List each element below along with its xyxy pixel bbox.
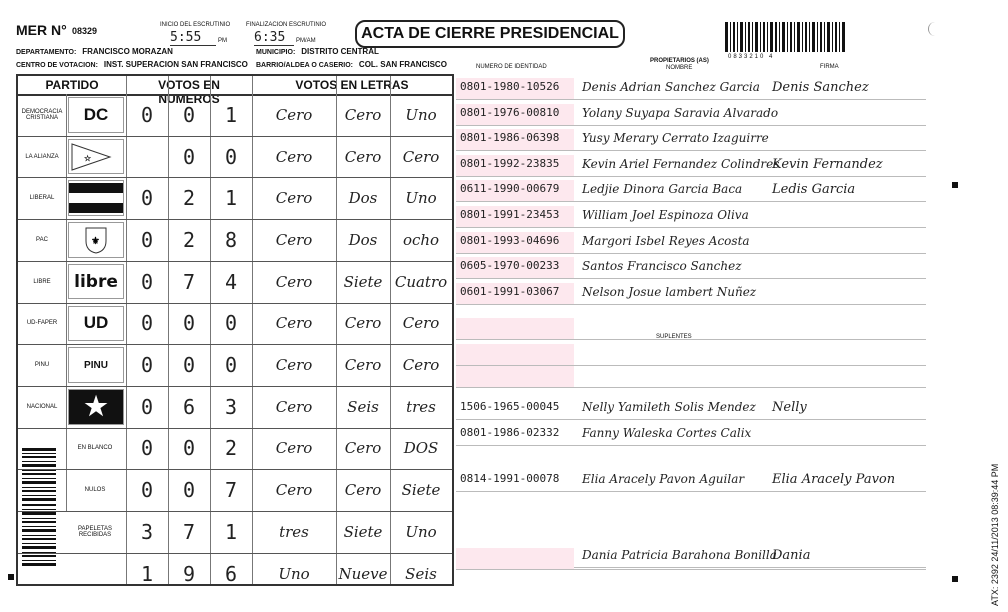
member-row xyxy=(456,180,926,202)
member-row xyxy=(456,424,926,446)
pink-field xyxy=(456,366,574,388)
member-id: 0801-1993-04696 xyxy=(460,233,560,247)
col-nombre-header: NOMBRE xyxy=(666,65,693,71)
vote-words: Seis xyxy=(405,564,437,583)
member-row xyxy=(456,257,926,279)
party-name: NACIONAL xyxy=(26,403,58,410)
barcode-top xyxy=(725,22,845,52)
member-sig: Dania xyxy=(772,548,811,563)
member-name: Yolany Suyapa Saravia Alvarado xyxy=(582,105,779,120)
vote-words: Siete xyxy=(401,481,441,500)
barrio-label: BARRIO/ALDEA O CASERIO: xyxy=(256,62,353,69)
party-name: LIBERAL xyxy=(29,195,55,202)
party-name: LA ALIANZA xyxy=(25,153,59,160)
departamento-label: DEPARTAMENTO: xyxy=(16,49,77,56)
vote-digit xyxy=(126,136,168,178)
member-name: Fanny Waleska Cortes Calix xyxy=(582,426,752,440)
vote-words: Cero xyxy=(275,314,313,333)
registration-mark xyxy=(952,576,958,582)
municipio-label: MUNICIPIO: xyxy=(256,49,296,56)
member-name: Dania Patricia Barahona Bonilla xyxy=(582,548,777,562)
departamento-line xyxy=(16,47,173,56)
party-name: PAC xyxy=(36,236,48,243)
vote-digit: 0 xyxy=(140,227,154,252)
party-logo: ★ xyxy=(68,389,124,425)
member-id: 0601-1991-03067 xyxy=(460,284,560,298)
party-logo xyxy=(68,97,124,133)
member-row xyxy=(456,398,926,420)
vote-digit: 6 xyxy=(224,561,238,586)
vote-words: Cero xyxy=(344,356,382,375)
vote-words: Dos xyxy=(348,189,378,208)
party-logo-text: UD xyxy=(83,313,109,333)
side-stamp: ATX: 2392 24/11/2013 08:39:44 PM xyxy=(990,463,1000,606)
vote-words: Cuatro xyxy=(394,272,448,291)
member-row xyxy=(456,318,926,340)
vote-digit: 0 xyxy=(182,311,196,336)
row-underline xyxy=(456,419,926,420)
party-logo xyxy=(68,264,124,300)
member-name: Yusy Merary Cerrato Izaguirre xyxy=(582,131,769,146)
row-underline xyxy=(456,339,926,340)
col-propietarios-header: PROPIETARIOS (AS) xyxy=(650,58,709,64)
member-row xyxy=(456,344,926,366)
member-id: 0801-1992-23835 xyxy=(460,156,560,170)
vote-digit: 0 xyxy=(182,353,196,378)
row-underline xyxy=(456,253,926,254)
member-name: Elia Aracely Pavon Aguilar xyxy=(582,472,745,486)
vote-digit: 0 xyxy=(140,102,154,127)
member-sig: Denis Sanchez xyxy=(772,80,869,95)
row-underline xyxy=(456,304,926,305)
party-logo-text: libre xyxy=(74,271,118,292)
vote-words: Uno xyxy=(405,105,437,124)
municipio-line xyxy=(256,47,379,56)
barcode-number: 0833210 4 xyxy=(728,54,775,60)
party-logo xyxy=(68,180,124,216)
vote-digit: 1 xyxy=(224,519,238,544)
party-name: DEMOCRACIA CRISTIANA xyxy=(21,108,63,121)
row-underline xyxy=(456,445,926,446)
mer-label: MER N° xyxy=(16,22,67,38)
member-name: Nelly Yamileth Solis Mendez xyxy=(582,400,756,414)
vote-words: Cero xyxy=(275,147,313,166)
member-sig: Kevin Fernandez xyxy=(772,156,883,172)
pink-field xyxy=(456,344,574,366)
member-id: 0801-1976-00810 xyxy=(460,105,560,119)
svg-text:☆: ☆ xyxy=(84,153,92,163)
barcode-side xyxy=(22,448,56,566)
punch-hole xyxy=(928,22,937,36)
party-logo xyxy=(68,139,124,175)
member-id: 0611-1990-00679 xyxy=(460,182,560,196)
vote-words: Cero xyxy=(344,105,382,124)
barrio-value: COL. SAN FRANCISCO xyxy=(358,60,447,69)
vote-words: Uno xyxy=(278,564,310,583)
inicio-unit: PM xyxy=(218,38,227,44)
col-numeros-header: VOTOS EN NUMEROS xyxy=(158,78,220,106)
party-name: PAPELETAS RECIBIDAS xyxy=(77,525,113,538)
vote-words: Cero xyxy=(344,147,382,166)
member-id: 0801-1986-02332 xyxy=(460,426,560,439)
svg-text:⚜: ⚜ xyxy=(91,235,100,247)
centro-value: INST. SUPERACION SAN FRANCISCO xyxy=(103,60,248,69)
member-sig: Elia Aracely Pavon xyxy=(772,472,896,487)
vote-digit: 7 xyxy=(182,519,196,544)
vote-words: Cero xyxy=(275,439,313,458)
member-row xyxy=(456,129,926,151)
row-underline xyxy=(456,387,926,388)
vote-digit: 2 xyxy=(182,227,196,252)
party-name: EN BLANCO xyxy=(77,445,113,452)
vote-words: Cero xyxy=(275,397,313,416)
vote-digit: 2 xyxy=(182,186,196,211)
vote-digit: 0 xyxy=(182,102,196,127)
member-row xyxy=(456,155,926,177)
row-underline xyxy=(456,491,926,492)
vote-digit: 0 xyxy=(140,269,154,294)
row-underline xyxy=(456,201,926,202)
vote-digit: 0 xyxy=(182,478,196,503)
vote-words: Cero xyxy=(344,439,382,458)
vote-words: Cero xyxy=(402,147,440,166)
row-underline xyxy=(456,176,926,177)
vote-words: Seis xyxy=(347,397,379,416)
vote-digit: 0 xyxy=(182,436,196,461)
row-underline xyxy=(456,150,926,151)
member-name: Margori Isbel Reyes Acosta xyxy=(582,233,750,248)
vote-digit: 0 xyxy=(140,186,154,211)
vote-words: Cero xyxy=(275,481,313,500)
vote-digit: 0 xyxy=(224,353,238,378)
row-underline xyxy=(456,99,926,100)
member-id: 0801-1980-10526 xyxy=(460,80,560,93)
member-row xyxy=(456,283,926,305)
vote-digit: 6 xyxy=(182,394,196,419)
party-logo xyxy=(68,222,124,258)
vote-digit: 0 xyxy=(224,144,238,169)
member-name: Denis Adrian Sanchez Garcia xyxy=(582,80,760,94)
vote-digit: 0 xyxy=(140,353,154,378)
member-name: Kevin Ariel Fernandez Colindres xyxy=(582,156,780,171)
barrio-line xyxy=(256,60,447,69)
member-row xyxy=(456,104,926,126)
vote-words: Uno xyxy=(405,189,437,208)
pink-field xyxy=(456,548,574,570)
member-row xyxy=(456,470,926,492)
party-logo xyxy=(68,306,124,342)
page-title: ACTA DE CIERRE PRESIDENCIAL xyxy=(355,20,625,48)
vote-digit: 7 xyxy=(182,269,196,294)
vote-words: Cero xyxy=(344,314,382,333)
row-underline xyxy=(456,125,926,126)
inicio-value: 5:55 xyxy=(170,30,216,46)
member-name: Nelson Josue lambert Nuñez xyxy=(582,284,757,299)
member-row xyxy=(456,548,926,570)
vote-digit: 0 xyxy=(140,478,154,503)
vote-digit: 0 xyxy=(140,436,154,461)
vote-digit: 0 xyxy=(140,394,154,419)
party-name: LIBRE xyxy=(33,278,51,285)
member-id: 0801-1991-23453 xyxy=(460,208,560,221)
centro-line xyxy=(16,60,248,69)
vote-words: Cero xyxy=(344,481,382,500)
party-name: PINU xyxy=(34,362,50,369)
registration-mark xyxy=(8,574,14,580)
party-name: NULOS xyxy=(84,487,106,494)
member-id: 0814-1991-00078 xyxy=(460,472,560,485)
party-name: UD-FAPER xyxy=(26,320,58,327)
vote-words: DOS xyxy=(403,439,439,458)
municipio-value: DISTRITO CENTRAL xyxy=(301,47,379,56)
vote-words: Siete xyxy=(343,272,383,291)
member-sig: Ledis Garcia xyxy=(772,182,856,198)
vote-words: Cero xyxy=(275,230,313,249)
pink-field xyxy=(456,318,574,340)
final-label: FINALIZACION ESCRUTINIO xyxy=(246,22,327,28)
vote-words: tres xyxy=(406,397,436,416)
row-underline xyxy=(456,278,926,279)
votes-table xyxy=(16,74,454,586)
member-name: Ledjie Dinora Garcia Baca xyxy=(582,182,743,197)
member-row xyxy=(456,206,926,228)
departamento-value: FRANCISCO MORAZAN xyxy=(82,47,173,56)
member-row xyxy=(456,232,926,254)
vote-digit: 3 xyxy=(140,519,154,544)
row-underline xyxy=(456,569,926,570)
vote-digit: 4 xyxy=(224,269,238,294)
member-sig: Nelly xyxy=(772,400,807,415)
vote-words: Dos xyxy=(348,230,378,249)
party-name xyxy=(66,553,124,595)
final-value: 6:35 xyxy=(254,30,294,46)
member-id: 0605-1970-00233 xyxy=(460,259,560,273)
vote-digit: 0 xyxy=(140,311,154,336)
vote-words: tres xyxy=(279,522,309,541)
vote-words: Cero xyxy=(402,356,440,375)
member-id: 0801-1986-06398 xyxy=(460,131,560,145)
vote-words: Siete xyxy=(343,522,383,541)
row-underline xyxy=(456,227,926,228)
vote-digit: 0 xyxy=(182,144,196,169)
vote-words: Uno xyxy=(405,522,437,541)
member-name: William Joel Espinoza Oliva xyxy=(582,208,749,222)
vote-digit: 7 xyxy=(224,478,238,503)
registration-mark xyxy=(952,182,958,188)
vote-words: Cero xyxy=(275,105,313,124)
col-identidad-header: NUMERO DE IDENTIDAD xyxy=(476,64,547,70)
col-partido-header: PARTIDO xyxy=(45,78,99,92)
vote-words: ocho xyxy=(402,230,440,249)
vote-words: Cero xyxy=(275,189,313,208)
party-logo xyxy=(68,347,124,383)
vote-digit: 9 xyxy=(182,561,196,586)
final-unit: PM/AM xyxy=(296,38,316,44)
vote-digit: 8 xyxy=(224,227,238,252)
centro-label: CENTRO DE VOTACION: xyxy=(16,62,98,69)
member-id: 1506-1965-00045 xyxy=(460,400,560,413)
mer-number: 08329 xyxy=(72,26,98,36)
vote-words: Nueve xyxy=(338,564,388,583)
member-name: Santos Francisco Sanchez xyxy=(582,259,742,274)
col-firma-header: FIRMA xyxy=(820,64,839,70)
party-logo-text: PINU xyxy=(84,359,108,371)
vote-digit: 1 xyxy=(224,102,238,127)
vote-words: Cero xyxy=(275,356,313,375)
party-logo-text: DC xyxy=(83,104,109,124)
member-row xyxy=(456,78,926,100)
col-letras-header: VOTOS EN LETRAS xyxy=(295,78,409,92)
inicio-label: INICIO DEL ESCRUTINIO xyxy=(160,22,231,28)
vote-digit: 1 xyxy=(224,186,238,211)
vote-digit: 0 xyxy=(224,311,238,336)
vote-digit: 2 xyxy=(224,436,238,461)
member-row xyxy=(456,366,926,388)
suplentes-header: SUPLENTES xyxy=(656,334,692,340)
vote-digit: 1 xyxy=(140,561,154,586)
vote-words: Cero xyxy=(275,272,313,291)
vote-digit: 3 xyxy=(224,394,238,419)
vote-words: Cero xyxy=(402,314,440,333)
